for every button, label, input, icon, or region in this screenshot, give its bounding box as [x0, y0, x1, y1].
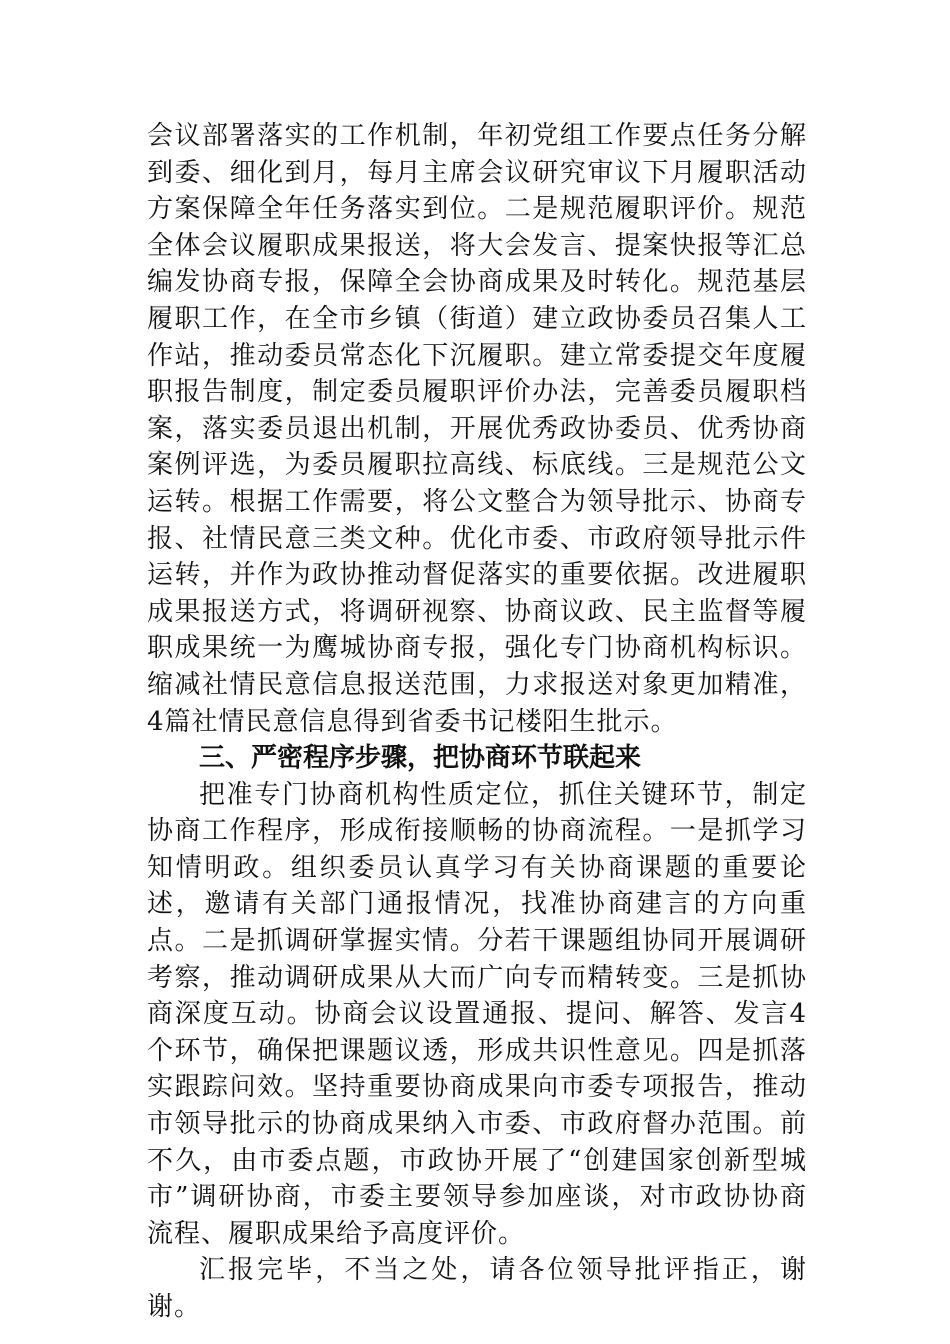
paragraph-consultation-procedure: 把准专门协商机构性质定位，抓住关键环节，制定协商工作程序，形成衔接顺畅的协商流程。一是抓学习知情明政。组织委员认真学习有关协商课题的重要论述，邀请有关部门通报情况，找准协商建言的方向重点。二是抓调研掌握实情。分若干课题组协同开展调研考察，推动调研成果从大而广向专而精转变。三是抓协商深度互动。协商会议设置通报、提问、解答、发言4个环节，确保把课题议透，形成共识性意见。四是抓落实跟踪问效。坚持重要协商成果向市委专项报告，推动市领导批示的协商成果纳入市委、市政府督办范围。前不久，由市委点题，市政协开展了“创建国家创新型城市”调研协商，市委主要领导参加座谈，对市政协协商流程、履职成果给予高度评价。 — [147, 779, 807, 1249]
section-heading-3: 三、严密程序步骤，把协商环节联起来 — [199, 743, 642, 774]
paragraph-work-mechanism: 会议部署落实的工作机制，年初党组工作要点任务分解到委、细化到月，每月主席会议研究审议下月履职活动方案保障全年任务落实到位。二是规范履职评价。规范全体会议履职成果报送，将大会发言、提案快报等汇总编发协商专报，保障全会协商成果及时转化。规范基层履职工作，在全市乡镇（街道）建立政协委员召集人工作站，推动委员常态化下沉履职。建立常委提交年度履职报告制度，制定委员履职评价办法，完善委员履职档案，落实委员退出机制，开展优秀政协委员、优秀协商案例评选，为委员履职拉高线、标底线。三是规范公文运转。根据工作需要，将公文整合为领导批示、协商专报、社情民意三类文种。优化市委、市政府领导批示件运转，并作为政协推动督促落实的重要依据。改进履职成果报送方式，将调研视察、协商议政、民主监督等履职成果统一为鹰城协商专报，强化专门协商机构标识。缩减社情民意信息报送范围，力求报送对象更加精准，4篇社情民意信息得到省委书记楼阳生批示。 — [147, 121, 807, 737]
paragraph-closing-remarks: 汇报完毕，不当之处，请各位领导批评指正，谢谢。 — [147, 1255, 807, 1322]
document-body — [147, 118, 807, 1326]
